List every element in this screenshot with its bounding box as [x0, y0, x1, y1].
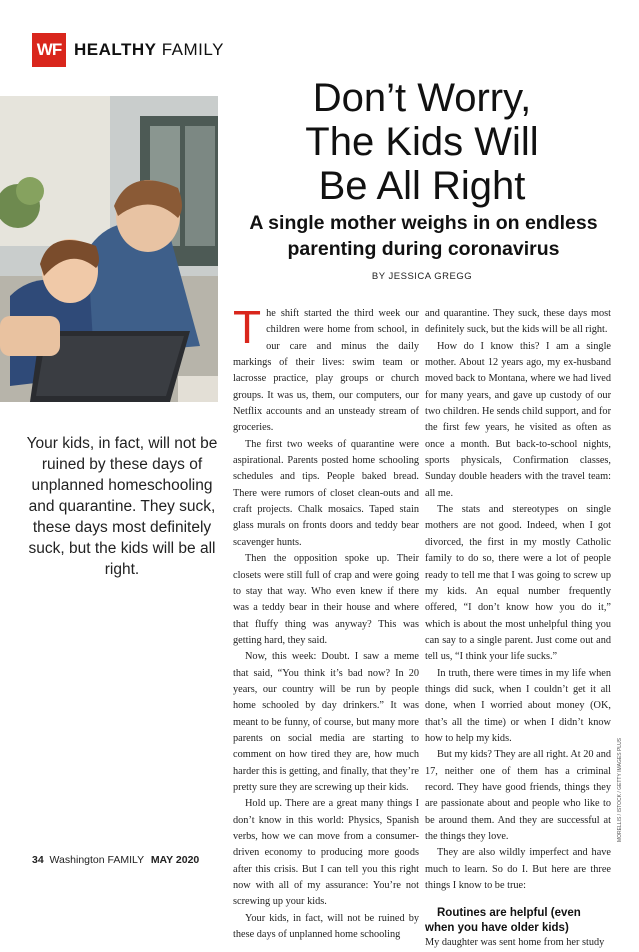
- title-line-2: The Kids Will: [305, 120, 539, 164]
- drop-cap: T: [233, 301, 262, 353]
- title-line-1: Don’t Worry,: [312, 76, 532, 120]
- photo-boys-laptop-illustration: [0, 96, 218, 402]
- page-number: 34: [32, 854, 44, 866]
- paragraph: Now, this week: Doubt. I saw a meme that said, “You think it’s bad now? In 20 years, our country will be run by people home schooled by day drinkers.” It was meant to be funny, of course, but many more parents on social media are starting to comment on how tired they are, how much harder this is getting, and finally, that they’re pretty sure they are screwing up their kids.: [233, 651, 419, 793]
- paragraph: The stats and stereotypes on single mothers are not good. Indeed, when I got divorced, the first in my mostly Catholic family to do so, there were a lot of people ready to tell me that I was going to screw up my kids. An equal number frequently offered, “I don’t know how you do it,” which is about the most unhelpful thing you can say to a single parent. Just come out and tell us, “I think your life sucks.”: [425, 504, 611, 663]
- paragraph: Your kids, in fact, will not be ruined by these days of unplanned home schooling: [233, 912, 419, 941]
- page-footer: [32, 854, 199, 866]
- paragraph: Then the opposition spoke up. Their closets were still full of crap and were going to stay that way. Who even knew if there was a teddy bear in their house and where that fluffy thing was anyway? This was getting hard, they said.: [233, 553, 419, 646]
- paragraph: In truth, there were times in my life when things did suck, when I couldn’t get it all done, when I worried about money (OK, that’s all the time) or when I didn’t know how to help my kids.: [425, 667, 611, 744]
- pull-quote: Your kids, in fact, will not be ruined by these days of unplanned homeschooling and quarantine. They suck, these days most definitely suck, but the kids will be all right.: [26, 435, 218, 578]
- section-title: [74, 40, 224, 60]
- paragraph: How do I know this? I am a single mother. About 12 years ago, my ex-husband moved back to Montana, where we had lived for many years, and gave up custody of our two children. He sends child support, and for the first few years, he visited as often as once a month. But back-to-school nights, sports physicals, Confirmation classes, Sunday double headers with the travel team: all me.: [425, 340, 611, 499]
- byline: BY JESSICA GREGG: [371, 271, 473, 282]
- wf-logo: WF: [32, 33, 66, 67]
- section-title-light: FAMILY: [156, 40, 224, 59]
- paragraph: Hold up. There are a great many things I don’t know in this world: Physics, Spanish verbs, how we can move from a consumer-driven economy to producing more goods after this crisis. But I can tell you this right now with all of my assurance: You’re not screwing up your kids.: [233, 798, 419, 908]
- issue-date: MAY 2020: [150, 854, 200, 866]
- paragraph: My daughter was sent home from her study: [425, 937, 605, 949]
- paragraph: They are also wildly imperfect and have much to learn. So do I. But here are three things I know to be true:: [425, 847, 611, 892]
- section-title-bold: HEALTHY: [74, 40, 157, 59]
- paragraph: [233, 301, 419, 437]
- title-line-3: Be All Right: [318, 164, 526, 208]
- masthead: [32, 32, 224, 68]
- photo-credit: MORELLIS / ISTOCK / GETTY IMAGES PLUS: [617, 737, 623, 842]
- article-photo: [0, 96, 218, 402]
- article-title: [232, 76, 612, 208]
- subtitle-line-2: parenting during coronavirus: [287, 238, 560, 260]
- paragraph: The first two weeks of quarantine were aspirational. Parents posted home schooling schedules and tips. People baked bread. There were rumors of closet clean-outs and craft projects. Chalk mosaics. Taped stain glass murals on fronts doors and teddy bear scavenger hunts.: [233, 438, 419, 548]
- body-column-2: [425, 306, 611, 952]
- subtitle-line-1: A single mother weighs in on endless: [249, 212, 598, 234]
- publication-name: Washington FAMILY: [49, 854, 144, 866]
- paragraph-text: he shift started the third week our children were home from school, in our care and minus the daily markings of their lives: swim team or lacrosse practice, play groups or church groups. It was us, them, our computers, our Netflix accounts and an unsteady stream of groceries.: [233, 308, 419, 434]
- paragraph: But my kids? They are all right. At 20 and 17, neither one of them has a criminal record. They have good friends, things they are passionate about and people who like to be around them. And they are successful at the things they love.: [425, 749, 611, 842]
- article-subtitle: [226, 210, 621, 262]
- body-column-1: [233, 301, 419, 943]
- paragraph: and quarantine. They suck, these days most definitely suck, but the kids will be all right.: [425, 308, 611, 336]
- section-subhead: Routines are helpful (even when you have older kids): [425, 907, 581, 934]
